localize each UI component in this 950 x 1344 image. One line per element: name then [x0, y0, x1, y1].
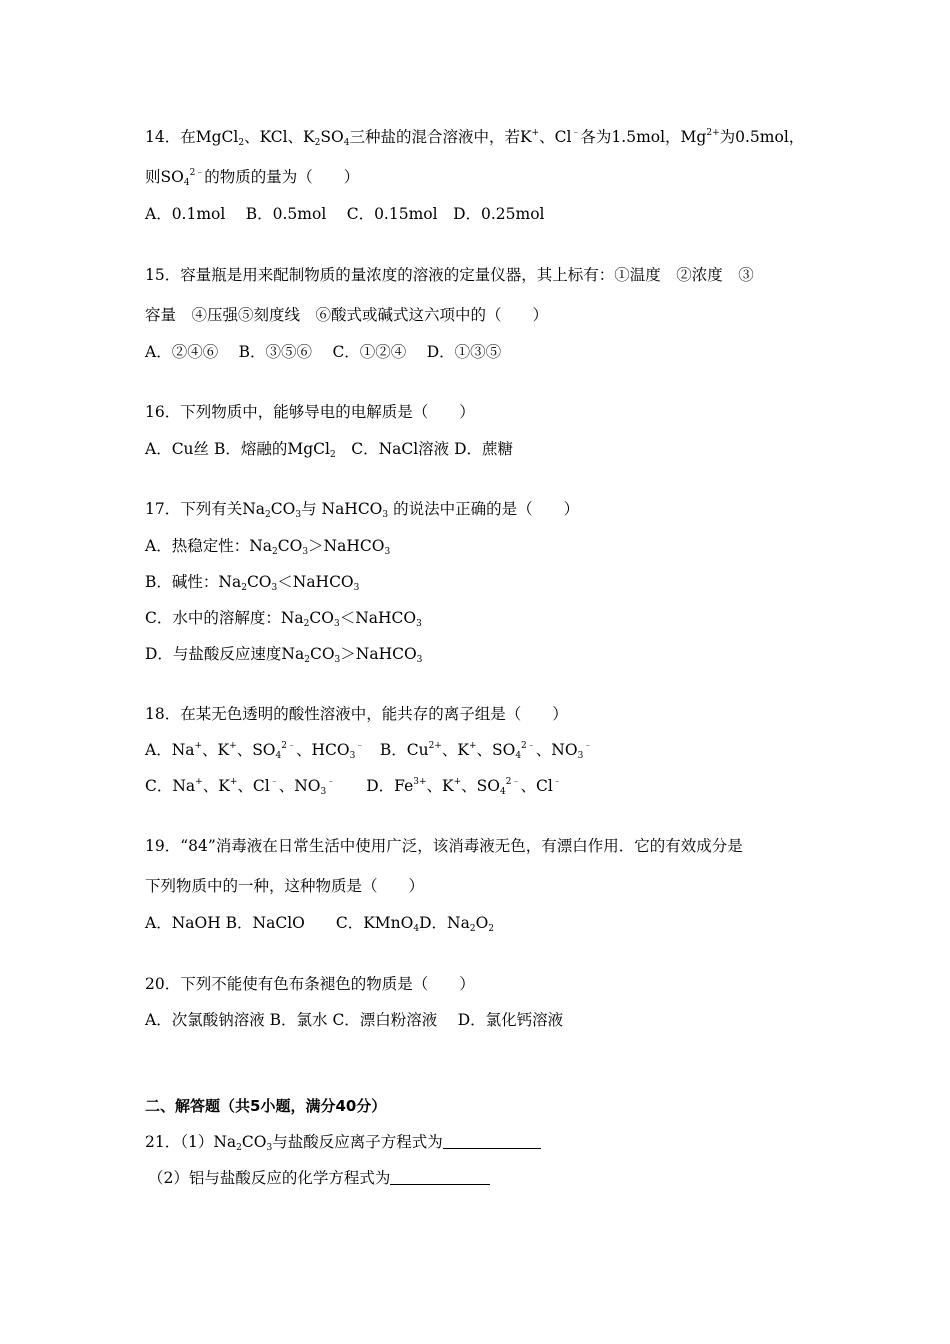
q17-line1: 17．下列有关$Na_2CO_3$与 NaHCO$_3$ 的说法中正确的是（ ）	[145, 500, 580, 520]
answer-blank-2[interactable]	[390, 1170, 490, 1185]
q14-line1: 14．在MgCl$_2$、KCl、$K_2SO_4$三种盐的混合溶液中，若K+、Cl﹣各为1.5mol，$Mg^{2+}$为0.5mol，	[145, 128, 805, 148]
q17-option-a: A．热稳定性：$Na_2CO_3>NaHCO_3$	[145, 537, 391, 557]
q17-option-d: D．与盐酸反应速度$Na_2CO_3>NaHCO_3$	[145, 645, 423, 665]
q15-line1: 15．容量瓶是用来配制物质的量浓度的溶液的定量仪器，其上标有：①温度 ②浓度 ③	[145, 266, 754, 284]
q18-options-cd: C．Na+、K+、Cl﹣、$NO_3^﹣$ D．$Fe^{3+}$、K+、$SO_4^{2﹣}$、Cl﹣	[145, 777, 562, 797]
q19-options: A．NaOH B．NaClO C．KMnO$_4$D．$Na_2O_2$	[145, 914, 495, 934]
q15-options: A．②④⑥ B．③⑤⑥ C．①②④ D．①③⑤	[145, 343, 502, 361]
q19-line1: 19．“84”消毒液在日常生活中使用广泛，该消毒液无色，有漂白作用．它的有效成分是	[145, 837, 743, 855]
q17-option-c: C．水中的溶解度：$Na_2CO_3<NaHCO_3$	[145, 609, 422, 629]
q17-option-b: B．碱性：$Na_2CO_3<NaHCO_3$	[145, 573, 360, 593]
q14-options: A．0.1mol B．0.5mol C．0.15mol D．0.25mol	[145, 205, 545, 223]
section2-title: 二、解答题（共5小题，满分40分）	[145, 1097, 387, 1115]
q15-line2: 容量 ④压强⑤刻度线 ⑥酸式或碱式这六项中的（ ）	[145, 306, 549, 324]
q20-options: A．次氯酸钠溶液 B．氯水 C．漂白粉溶液 D．氯化钙溶液	[145, 1011, 564, 1029]
q16-options: A．Cu丝 B．熔融的MgCl$_2$ C．NaCl溶液 D．蔗糖	[145, 440, 514, 460]
answer-blank-1[interactable]	[443, 1134, 541, 1149]
q16-line1: 16．下列物质中，能够导电的电解质是（ ）	[145, 403, 475, 421]
q19-line2: 下列物质中的一种，这种物质是（ ）	[145, 877, 425, 895]
q14-line2: 则$SO_4^{2﹣}$的物质的量为（ ）	[145, 168, 360, 188]
q21-part2: （2）铝与盐酸反应的化学方程式为	[148, 1168, 490, 1188]
q18-options-ab: A．Na+、K+、$SO_4^{2﹣}$、$HCO_3^﹣$ B．$Cu^{2+}$、K+、$SO_4^{2﹣}$、$NO_3^﹣$	[145, 741, 593, 761]
q20-line1: 20．下列不能使有色布条褪色的物质是（ ）	[145, 975, 475, 993]
q21-part1: 21．$(1)Na_2CO_3$与盐酸反应离子方程式为	[145, 1132, 541, 1152]
q18-line1: 18．在某无色透明的酸性溶液中，能共存的离子组是（ ）	[145, 705, 568, 723]
